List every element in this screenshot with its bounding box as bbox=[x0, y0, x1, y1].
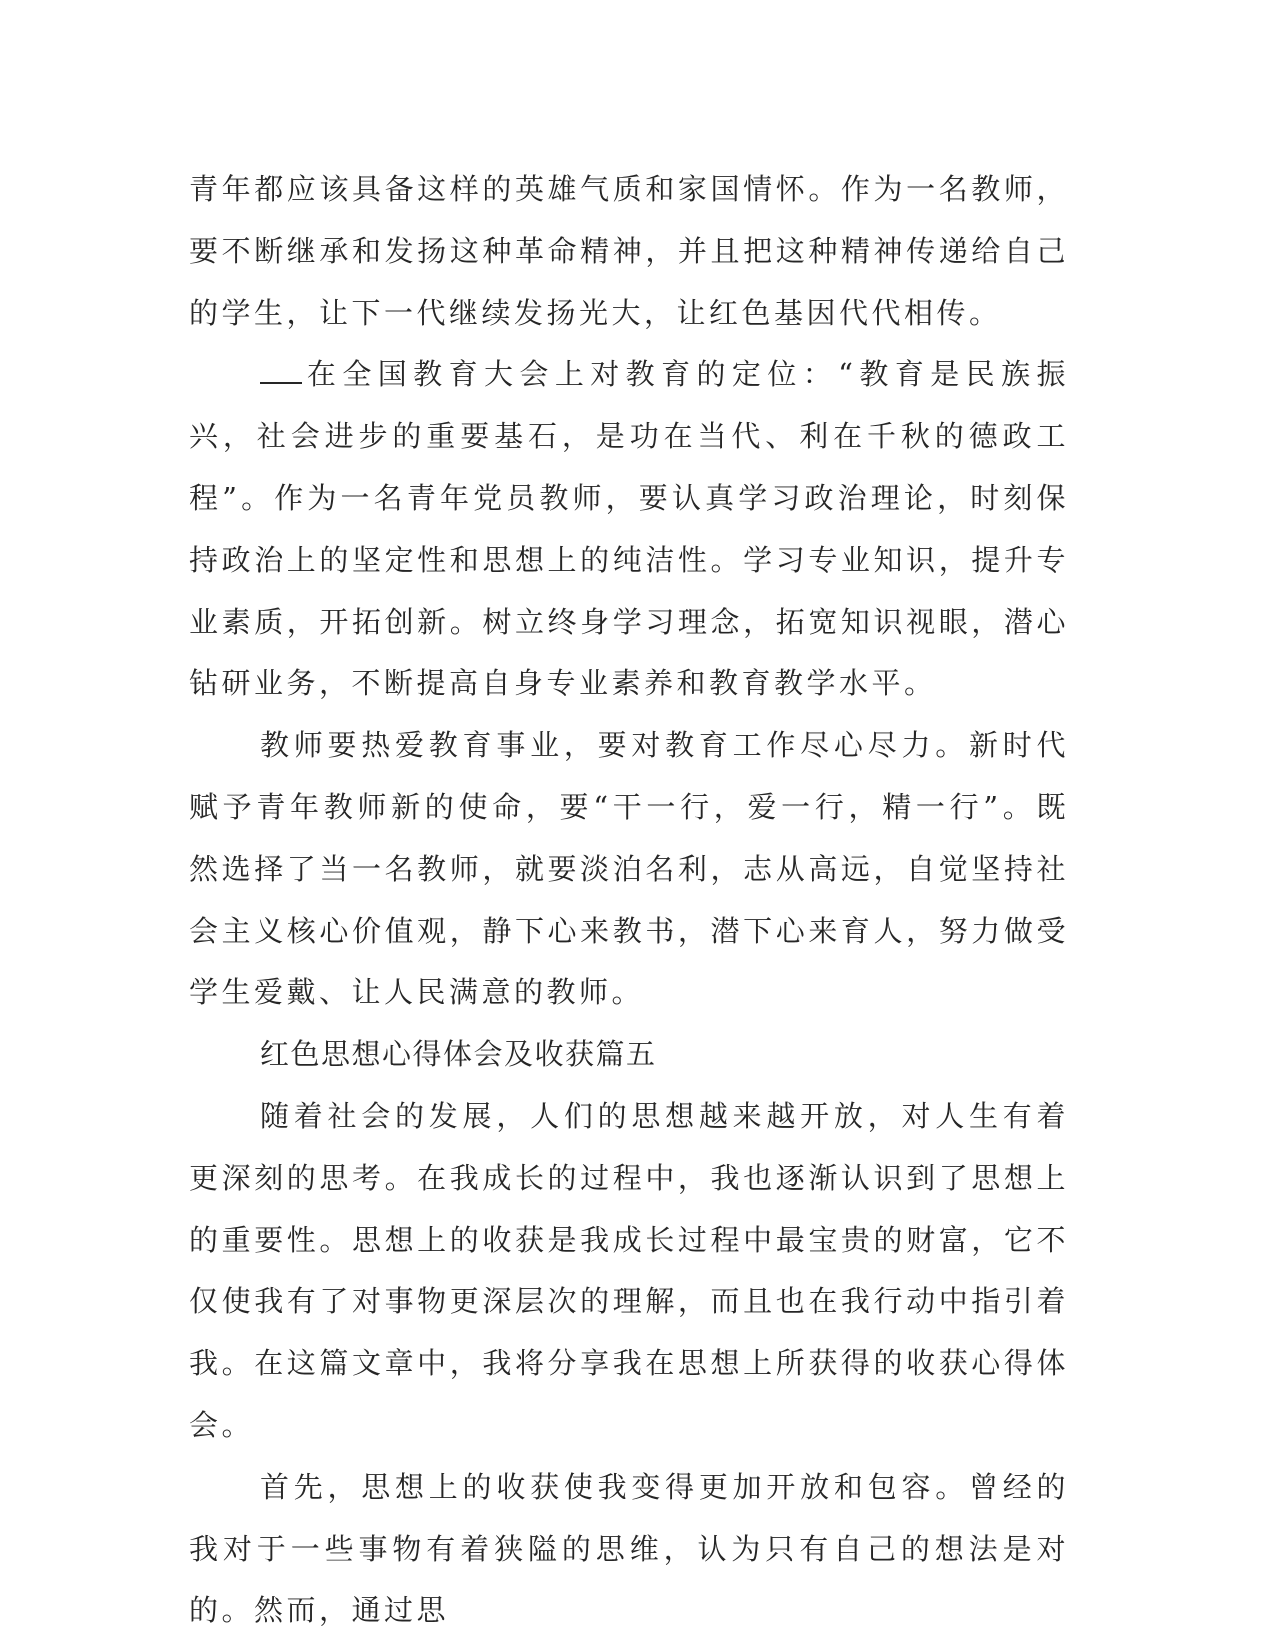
blank-underline bbox=[260, 356, 302, 384]
section-heading: 红色思想心得体会及收获篇五 bbox=[260, 1037, 657, 1072]
paragraph-2-text: 在全国教育大会上对教育的定位：“教育是民族振兴，社会进步的重要基石，是功在当代、利在千秋的德政工程”。作为一名青年党员教师，要认真学习政治理论，时刻保持政治上的坚定性和思想上的纯洁性。学习专业知识，提升专业素质，开拓创新。树立终身学习理念，拓宽知识视眼，潜心钻研业务，不断提高自身专业素养和教育教学水平。 bbox=[189, 357, 1069, 701]
paragraph-1: 青年都应该具备这样的英雄气质和家国情怀。作为一名教师，要不断继承和发扬这种革命精神，并且把这种精神传递给自己的学生，让下一代继续发扬光大，让红色基因代代相传。 bbox=[189, 172, 1069, 330]
paragraph-5: 首先，思想上的收获使我变得更加开放和包容。曾经的我对于一些事物有着狭隘的思维，认为只有自己的想法是对的。然而，通过思 bbox=[189, 1469, 1069, 1628]
paragraph-4: 随着社会的发展，人们的思想越来越开放，对人生有着更深刻的思考。在我成长的过程中，我也逐渐认识到了思想上的重要性。思想上的收获是我成长过程中最宝贵的财富，它不仅使我有了对事物更深层次的理解，而且也在我行动中指引着我。在这篇文章中，我将分享我在思想上所获得的收获心得体会。 bbox=[189, 1098, 1069, 1442]
paragraph-3: 教师要热爱教育事业，要对教育工作尽心尽力。新时代赋予青年教师新的使命，要“干一行，爱一行，精一行”。既然选择了当一名教师，就要淡泊名利，志从高远，自觉坚持社会主义核心价值观，静下心来教书，潜下心来育人，努力做受学生爱戴、让人民满意的教师。 bbox=[189, 728, 1069, 1010]
document-body bbox=[189, 159, 1069, 1642]
paragraph-2 bbox=[189, 344, 1069, 715]
